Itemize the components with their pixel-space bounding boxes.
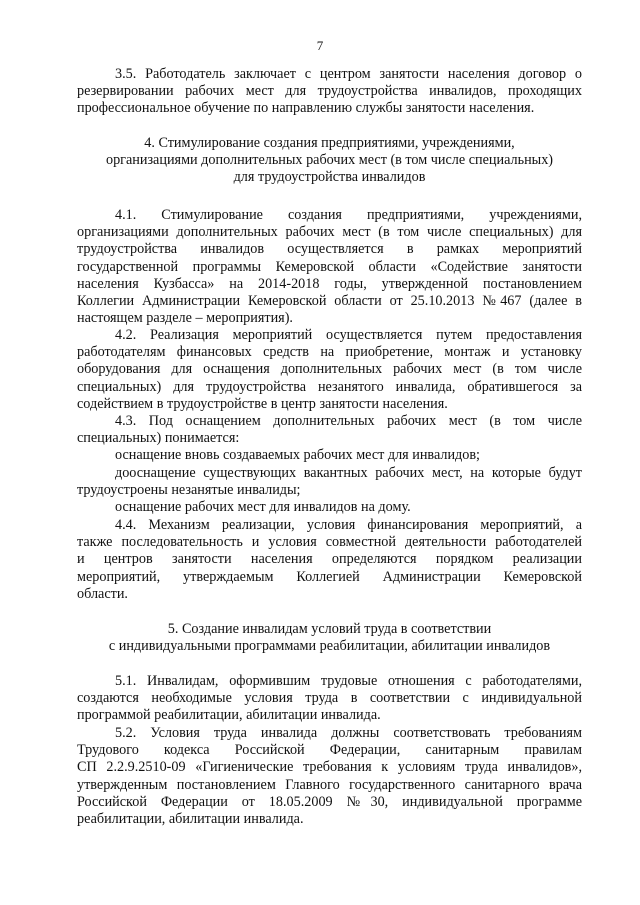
paragraph-4-2 [77, 327, 582, 413]
heading-line: с индивидуальными программами реабилитации, абилитации инвалидов [108, 638, 551, 655]
text-line: 3.5. Работодатель заключает с центром занятости населения договор о [115, 66, 582, 82]
text-line: трудоустроены незанятые инвалиды; [77, 481, 301, 498]
heading-line: для трудоустройства инвалидов [233, 169, 426, 186]
paragraph-4-3 [77, 413, 582, 516]
text-line: Коллегии Администрации Кемеровской области от 25.10.2013 №467 (далее в [77, 292, 582, 309]
text-line: 4.2. Реализация мероприятий осуществляется путем предоставления [115, 327, 582, 343]
section-5-heading [77, 621, 582, 655]
text-line: утвержденным постановлением Главного государственного санитарного врача [77, 776, 582, 793]
text-line: 4.1. Стимулирование создания предприятиями, учреждениями, [115, 207, 582, 223]
text-line: создаются необходимые условия труда в соответствии с индивидуальной [77, 690, 582, 707]
text-line: мероприятий, утверждаемым Коллегией Администрации Кемеровской [77, 568, 582, 585]
text-line: оснащение рабочих мест для инвалидов на дому. [115, 498, 411, 515]
heading-line: организациями дополнительных рабочих мест (в том числе специальных) [105, 152, 554, 169]
text-line: населения Кузбасса» на 2014-2018 годы, утвержденной постановлением [77, 275, 582, 292]
text-line: специальных) для трудоустройства незанятого инвалида, обратившегося за [77, 378, 582, 395]
text-line: программой реабилитации, абилитации инвалида. [77, 707, 381, 724]
text-line: СП 2.2.9.2510-09 «Гигиенические требования к условиям труда инвалидов», [77, 759, 582, 776]
text-line: оснащение вновь создаваемых рабочих мест для инвалидов; [115, 447, 480, 464]
paragraph-4-1 [77, 207, 582, 327]
text-line: государственной программы Кемеровской области «Содействие занятости [77, 258, 582, 275]
text-line: оборудования для оснащения дополнительных рабочих мест (в том числе [77, 361, 582, 378]
heading-line: 5. Создание инвалидам условий труда в соответствии [167, 621, 492, 637]
text-line: и центров занятости населения определяются порядком реализации [77, 551, 582, 568]
text-line: дооснащение существующих вакантных рабочих мест, на которые будут [115, 464, 582, 481]
text-line: 4.3. Под оснащением дополнительных рабочих мест (в том числе [115, 413, 582, 429]
text-line: реабилитации, абилитации инвалида. [77, 810, 304, 827]
text-line: настоящем разделе – мероприятия). [77, 310, 293, 327]
text-line: содействием в трудоустройстве в центр занятости населения. [77, 395, 448, 412]
paragraph-5-1 [77, 673, 582, 725]
text-line: специальных) понимается: [77, 430, 240, 447]
text-line: области. [77, 585, 128, 602]
text-line: также последовательность и условия совместной деятельности работодателей [77, 534, 582, 551]
paragraph-3-5 [77, 66, 582, 118]
page-number: 7 [316, 38, 324, 53]
paragraph-5-2 [77, 725, 582, 828]
text-line: профессиональное обучение по направлению службы занятости населения. [77, 100, 535, 117]
text-line: Российской Федерации от 18.05.2009 №30, индивидуальной программе [77, 793, 582, 810]
text-line: Трудового кодекса Российской Федерации, санитарным правилам [77, 742, 582, 759]
paragraph-4-4 [77, 517, 582, 603]
text-line: 4.4. Механизм реализации, условия финансирования мероприятий, а [115, 517, 582, 533]
text-line: 5.1. Инвалидам, оформившим трудовые отношения с работодателями, [115, 673, 582, 689]
text-line: работодателям финансовых средств на приобретение, монтаж и установку [77, 344, 582, 361]
section-4-heading [77, 135, 582, 187]
text-line: 5.2. Условия труда инвалида должны соответствовать требованиям [115, 725, 582, 741]
text-line: трудоустройства инвалидов осуществляется в рамках мероприятий [77, 241, 582, 258]
text-line: резервировании рабочих мест для трудоустройства инвалидов, проходящих [77, 83, 582, 100]
text-line: организациями дополнительных рабочих мест (в том числе специальных) для [77, 224, 582, 241]
heading-line: 4. Стимулирование создания предприятиями, учреждениями, [144, 135, 515, 151]
